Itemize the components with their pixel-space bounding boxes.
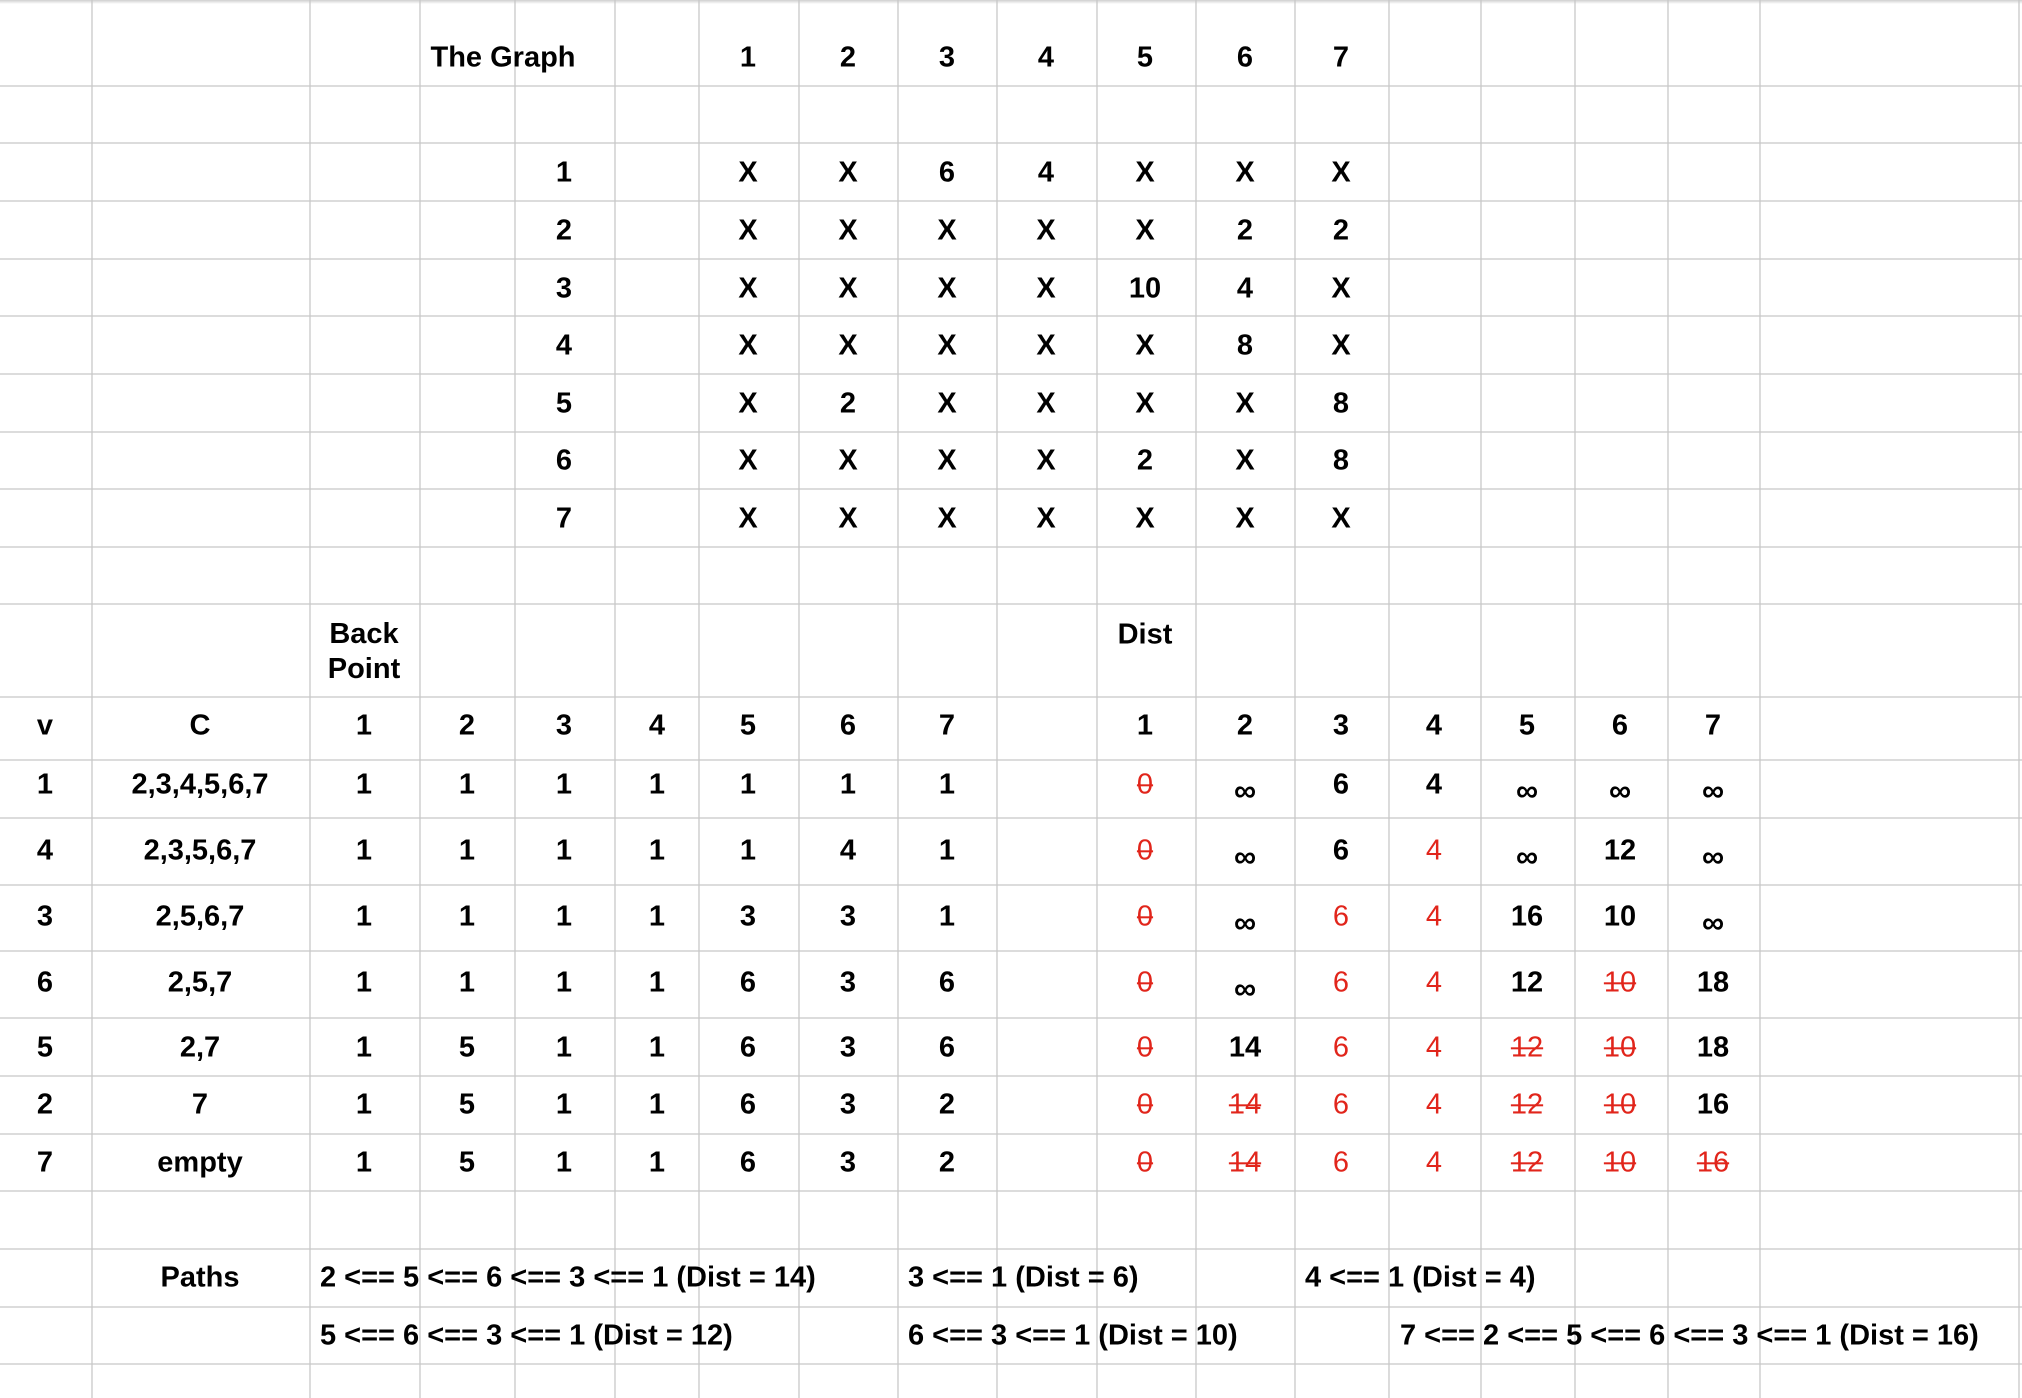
dist-col-header: 7 [1704, 709, 1722, 742]
backpoint-col-header: 3 [555, 709, 573, 742]
dist-cell: 6 [1332, 966, 1350, 999]
graph-cell: X [1235, 502, 1255, 535]
dist-cell: 4 [1425, 1088, 1443, 1121]
dist-cell: 12 [1510, 966, 1544, 999]
backpoint-col-header: 6 [839, 709, 857, 742]
backpoint-cell: 1 [648, 768, 666, 801]
graph-cell: 2 [1136, 444, 1154, 477]
path-item: 3 <== 1 (Dist = 6) [908, 1261, 1139, 1294]
dist-cell: 16 [1510, 900, 1544, 933]
backpoint-cell: 3 [839, 900, 857, 933]
backpoint-cell: 1 [648, 966, 666, 999]
backpoint-cell: 5 [458, 1146, 476, 1179]
dist-cell: 10 [1603, 1031, 1637, 1064]
dist-cell: 18 [1696, 1031, 1730, 1064]
graph-cell: X [1331, 156, 1351, 189]
graph-cell: X [1235, 444, 1255, 477]
backpoint-cell: 1 [355, 966, 373, 999]
backpoint-cell: 1 [938, 900, 956, 933]
dist-cell: 14 [1228, 1031, 1262, 1064]
graph-title: The Graph [430, 41, 576, 74]
dist-cell: 18 [1696, 966, 1730, 999]
graph-cell: 6 [938, 156, 956, 189]
graph-cell: X [1036, 387, 1056, 420]
backpoint-cell: 2 [938, 1088, 956, 1121]
dist-col-header: 4 [1425, 709, 1443, 742]
dist-cell: ∞ [1701, 905, 1725, 941]
row-vertex: 3 [36, 900, 54, 933]
backpoint-cell: 1 [555, 966, 573, 999]
graph-col-header: 4 [1037, 41, 1055, 74]
graph-row-label: 7 [555, 502, 573, 535]
backpoint-cell: 6 [739, 966, 757, 999]
dist-cell: 12 [1510, 1146, 1544, 1179]
dist-cell: ∞ [1233, 971, 1257, 1007]
backpoint-cell: 1 [739, 834, 757, 867]
graph-cell: 10 [1128, 272, 1162, 305]
dist-cell: 6 [1332, 834, 1350, 867]
backpoint-cell: 6 [739, 1031, 757, 1064]
graph-cell: 8 [1332, 387, 1350, 420]
dist-cell: 10 [1603, 1146, 1637, 1179]
graph-cell: X [738, 387, 758, 420]
dist-cell: 0 [1136, 900, 1154, 933]
backpoint-cell: 1 [648, 900, 666, 933]
graph-cell: X [738, 156, 758, 189]
backpoint-cell: 6 [938, 1031, 956, 1064]
graph-col-header: 5 [1136, 41, 1154, 74]
dist-cell: 0 [1136, 1146, 1154, 1179]
dist-col-header: 3 [1332, 709, 1350, 742]
dist-cell: 12 [1603, 834, 1637, 867]
graph-cell: 2 [1236, 214, 1254, 247]
graph-row-label: 4 [555, 329, 573, 362]
dist-cell: 10 [1603, 966, 1637, 999]
row-vertex: 7 [36, 1146, 54, 1179]
graph-cell: X [1235, 387, 1255, 420]
backpoint-col-header: 1 [355, 709, 373, 742]
dist-cell: ∞ [1515, 773, 1539, 809]
backpoint-cell: 1 [355, 1031, 373, 1064]
graph-cell: X [738, 444, 758, 477]
row-vertex: 1 [36, 768, 54, 801]
graph-cell: X [738, 272, 758, 305]
backpoint-cell: 1 [555, 834, 573, 867]
dist-cell: 6 [1332, 1146, 1350, 1179]
backpoint-cell: 1 [555, 1088, 573, 1121]
row-candidate-set: 7 [191, 1088, 209, 1121]
backpoint-cell: 1 [355, 768, 373, 801]
graph-cell: X [937, 387, 957, 420]
graph-cell: X [838, 272, 858, 305]
backpoint-cell: 1 [938, 834, 956, 867]
graph-cell: X [1331, 502, 1351, 535]
dist-cell: ∞ [1233, 839, 1257, 875]
row-candidate-set: 2,3,5,6,7 [143, 834, 257, 867]
backpoint-cell: 6 [739, 1146, 757, 1179]
dist-col-header: 5 [1518, 709, 1536, 742]
backpoint-cell: 1 [648, 834, 666, 867]
graph-row-label: 2 [555, 214, 573, 247]
backpoint-cell: 1 [555, 1031, 573, 1064]
backpoint-label: Back Point [327, 618, 401, 685]
graph-row-label: 6 [555, 444, 573, 477]
graph-cell: X [738, 329, 758, 362]
backpoint-col-header: 7 [938, 709, 956, 742]
graph-cell: X [1135, 329, 1155, 362]
backpoint-cell: 1 [458, 900, 476, 933]
graph-cell: X [838, 444, 858, 477]
path-item: 7 <== 2 <== 5 <== 6 <== 3 <== 1 (Dist = 16) [1400, 1319, 1979, 1352]
backpoint-cell: 2 [938, 1146, 956, 1179]
backpoint-cell: 6 [739, 1088, 757, 1121]
graph-cell: 4 [1037, 156, 1055, 189]
graph-cell: X [1135, 214, 1155, 247]
dist-cell: 0 [1136, 1088, 1154, 1121]
backpoint-cell: 1 [355, 1146, 373, 1179]
row-vertex: 6 [36, 966, 54, 999]
graph-cell: X [1036, 329, 1056, 362]
graph-cell: X [937, 444, 957, 477]
dist-cell: 4 [1425, 1031, 1443, 1064]
c-header: C [189, 709, 211, 742]
dist-cell: ∞ [1608, 773, 1632, 809]
path-item: 4 <== 1 (Dist = 4) [1305, 1261, 1536, 1294]
dist-cell: 12 [1510, 1088, 1544, 1121]
dist-cell: 0 [1136, 966, 1154, 999]
row-candidate-set: empty [157, 1146, 243, 1179]
backpoint-cell: 5 [458, 1088, 476, 1121]
graph-cell: X [1036, 272, 1056, 305]
backpoint-cell: 1 [648, 1031, 666, 1064]
dist-cell: 10 [1603, 900, 1637, 933]
graph-cell: X [937, 214, 957, 247]
dist-cell: ∞ [1233, 905, 1257, 941]
backpoint-cell: 1 [355, 834, 373, 867]
path-item: 2 <== 5 <== 6 <== 3 <== 1 (Dist = 14) [320, 1261, 816, 1294]
backpoint-cell: 3 [839, 1031, 857, 1064]
dist-cell: 6 [1332, 768, 1350, 801]
backpoint-cell: 1 [458, 834, 476, 867]
graph-col-header: 2 [839, 41, 857, 74]
backpoint-cell: 3 [839, 966, 857, 999]
backpoint-cell: 1 [555, 768, 573, 801]
graph-cell: X [1235, 156, 1255, 189]
graph-cell: X [1036, 214, 1056, 247]
backpoint-cell: 1 [739, 768, 757, 801]
row-candidate-set: 2,5,7 [167, 966, 233, 999]
dist-cell: 12 [1510, 1031, 1544, 1064]
backpoint-cell: 1 [555, 900, 573, 933]
backpoint-cell: 5 [458, 1031, 476, 1064]
backpoint-cell: 3 [739, 900, 757, 933]
dist-cell: 14 [1228, 1146, 1262, 1179]
dist-cell: ∞ [1233, 773, 1257, 809]
dist-cell: ∞ [1515, 839, 1539, 875]
backpoint-cell: 1 [555, 1146, 573, 1179]
backpoint-cell: 1 [938, 768, 956, 801]
backpoint-cell: 4 [839, 834, 857, 867]
dist-cell: 14 [1228, 1088, 1262, 1121]
graph-cell: 8 [1332, 444, 1350, 477]
graph-cell: X [937, 502, 957, 535]
dist-cell: 4 [1425, 1146, 1443, 1179]
dist-cell: ∞ [1701, 839, 1725, 875]
graph-cell: 4 [1236, 272, 1254, 305]
graph-cell: X [1331, 272, 1351, 305]
dist-cell: 4 [1425, 768, 1443, 801]
backpoint-cell: 1 [458, 768, 476, 801]
graph-row-label: 3 [555, 272, 573, 305]
graph-cell: 8 [1236, 329, 1254, 362]
graph-cell: X [1135, 387, 1155, 420]
backpoint-cell: 3 [839, 1146, 857, 1179]
row-candidate-set: 2,3,4,5,6,7 [131, 768, 269, 801]
path-item: 6 <== 3 <== 1 (Dist = 10) [908, 1319, 1238, 1352]
graph-cell: X [1036, 444, 1056, 477]
backpoint-cell: 1 [458, 966, 476, 999]
dist-cell: 10 [1603, 1088, 1637, 1121]
graph-row-label: 5 [555, 387, 573, 420]
dist-cell: 6 [1332, 1088, 1350, 1121]
row-candidate-set: 2,5,6,7 [155, 900, 245, 933]
dist-cell: 0 [1136, 768, 1154, 801]
dist-cell: 0 [1136, 1031, 1154, 1064]
graph-cell: X [937, 329, 957, 362]
graph-cell: X [838, 156, 858, 189]
graph-cell: X [1135, 502, 1155, 535]
backpoint-cell: 1 [355, 900, 373, 933]
paths-label: Paths [160, 1261, 240, 1294]
backpoint-cell: 6 [938, 966, 956, 999]
graph-cell: 2 [1332, 214, 1350, 247]
backpoint-cell: 1 [648, 1088, 666, 1121]
graph-cell: X [1331, 329, 1351, 362]
graph-cell: X [838, 502, 858, 535]
graph-col-header: 3 [938, 41, 956, 74]
graph-cell: X [838, 329, 858, 362]
graph-col-header: 1 [739, 41, 757, 74]
path-item: 5 <== 6 <== 3 <== 1 (Dist = 12) [320, 1319, 733, 1352]
graph-col-header: 6 [1236, 41, 1254, 74]
dist-label: Dist [1117, 618, 1173, 651]
dist-cell: 16 [1696, 1088, 1730, 1121]
dist-cell: 4 [1425, 900, 1443, 933]
dist-cell: 6 [1332, 1031, 1350, 1064]
row-vertex: 4 [36, 834, 54, 867]
graph-cell: 2 [839, 387, 857, 420]
dist-cell: 0 [1136, 834, 1154, 867]
dist-col-header: 6 [1611, 709, 1629, 742]
graph-cell: X [738, 502, 758, 535]
backpoint-cell: 1 [648, 1146, 666, 1179]
graph-col-header: 7 [1332, 41, 1350, 74]
dist-cell: 6 [1332, 900, 1350, 933]
dist-cell: 4 [1425, 834, 1443, 867]
graph-cell: X [1036, 502, 1056, 535]
dist-cell: 4 [1425, 966, 1443, 999]
graph-cell: X [738, 214, 758, 247]
row-vertex: 2 [36, 1088, 54, 1121]
backpoint-col-header: 5 [739, 709, 757, 742]
graph-row-label: 1 [555, 156, 573, 189]
dist-cell: ∞ [1701, 773, 1725, 809]
graph-cell: X [1135, 156, 1155, 189]
v-header: v [36, 709, 54, 742]
backpoint-cell: 1 [839, 768, 857, 801]
row-vertex: 5 [36, 1031, 54, 1064]
graph-cell: X [937, 272, 957, 305]
backpoint-cell: 3 [839, 1088, 857, 1121]
dist-cell: 16 [1696, 1146, 1730, 1179]
backpoint-cell: 1 [355, 1088, 373, 1121]
dist-col-header: 1 [1136, 709, 1154, 742]
graph-cell: X [838, 214, 858, 247]
dist-col-header: 2 [1236, 709, 1254, 742]
row-candidate-set: 2,7 [179, 1031, 221, 1064]
backpoint-col-header: 2 [458, 709, 476, 742]
backpoint-col-header: 4 [648, 709, 666, 742]
